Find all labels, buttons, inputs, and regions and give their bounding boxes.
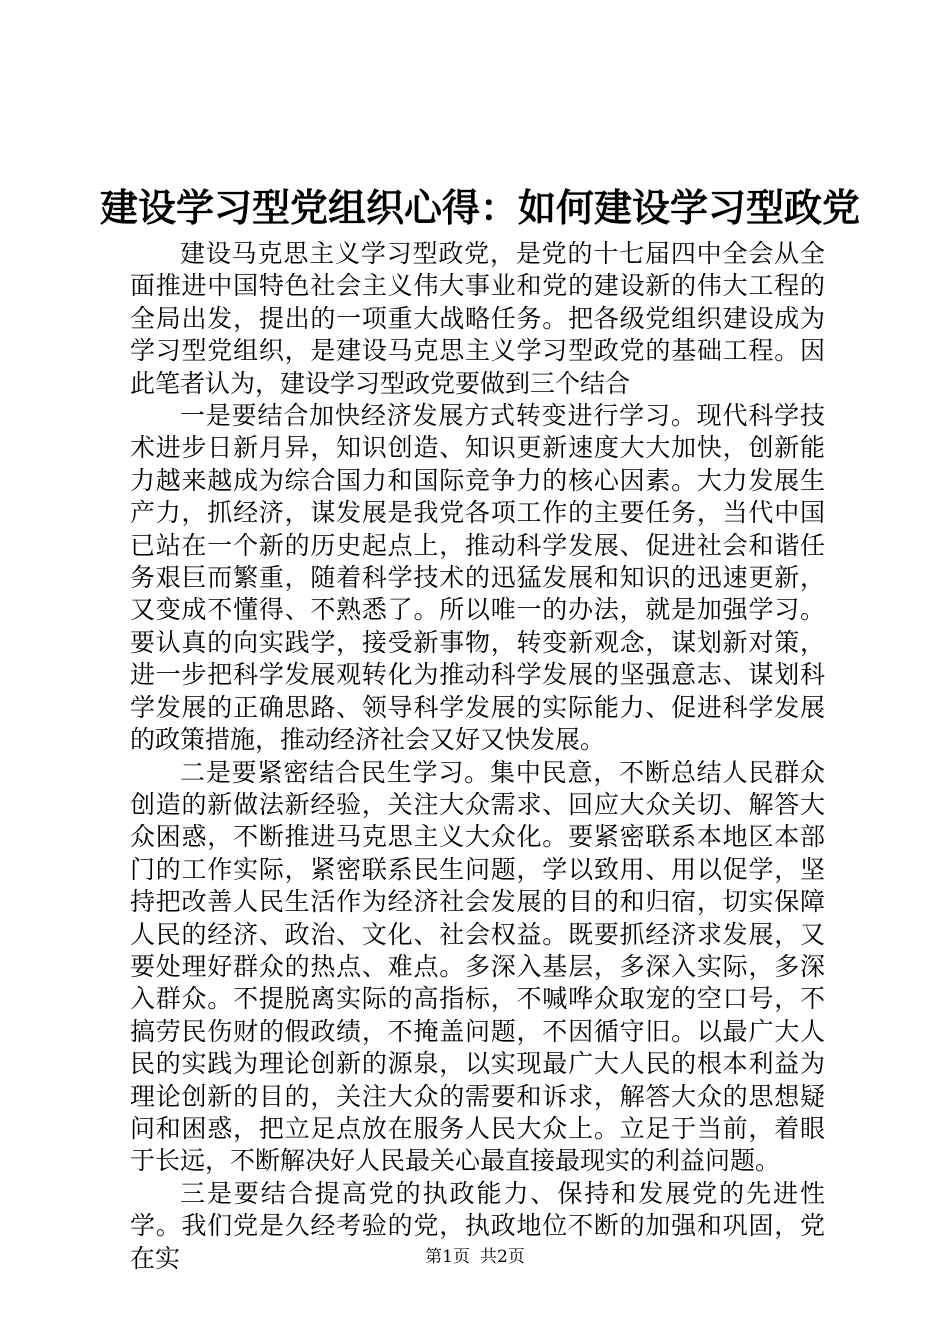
- paragraph-point-two: 二是要紧密结合民生学习。集中民意，不断总结人民群众创造的新做法新经验，关注大众需求、回应大众关切、解答大众困惑，不断推进马克思主义大众化。要紧密联系本地区本部门的工作实际，紧密联系民生问题，学以致用、用以促学，坚持把改善人民生活作为经济社会发展的目的和归宿，切实保障人民的经济、政治、文化、社会权益。既要抓经济求发展，又要处理好群众的热点、难点。多深入基层，多深入实际，多深入群众。不提脱离实际的高指标，不喊哗众取宠的空口号，不搞劳民伤财的假政绩，不掩盖问题，不因循守旧。以最广大人民的实践为理论创新的源泉，以实现最广大人民的根本利益为理论创新的目的，关注大众的需要和诉求，解答大众的思想疑问和困惑，把立足点放在服务人民大众上。立足于当前，着眼于长远，不断解决好人民最关心最直接最现实的利益问题。: [130, 757, 825, 1176]
- paragraph-point-one: 一是要结合加快经济发展方式转变进行学习。现代科学技术进步日新月异，知识创造、知识更新速度大大加快，创新能力越来越成为综合国力和国际竞争力的核心因素。大力发展生产力，抓经济，谋发展是我党各项工作的主要任务，当代中国已站在一个新的历史起点上，推动科学发展、促进社会和谐任务艰巨而繁重，随着科学技术的迅猛发展和知识的迅速更新，又变成不懂得、不熟悉了。所以唯一的办法，就是加强学习。要认真的向实践学，接受新事物，转变新观念，谋划新对策，进一步把科学发展观转化为推动科学发展的坚强意志、谋划科学发展的正确思路、领导科学发展的实际能力、促进科学发展的政策措施，推动经济社会又好又快发展。: [130, 401, 825, 755]
- paragraph-intro: 建设马克思主义学习型政党，是党的十七届四中全会从全面推进中国特色社会主义伟大事业和党的建设新的伟大工程的全局出发，提出的一项重大战略任务。把各级党组织建设成为学习型党组织，是建设马克思主义学习型政党的基础工程。因此笔者认为，建设学习型政党要做到三个结合: [130, 239, 825, 398]
- document-title: 建设学习型党组织心得：如何建设学习型政党: [100, 185, 861, 230]
- page-total: 共2页: [480, 1247, 525, 1267]
- page-footer: [0, 1245, 950, 1269]
- page-number: 第1页: [425, 1247, 470, 1267]
- paragraph-point-three: 三是要结合提高党的执政能力、保持和发展党的先进性学。我们党是久经考验的党，执政地位不断的加强和巩固，党在实: [130, 1178, 825, 1273]
- document-body: [130, 238, 825, 1275]
